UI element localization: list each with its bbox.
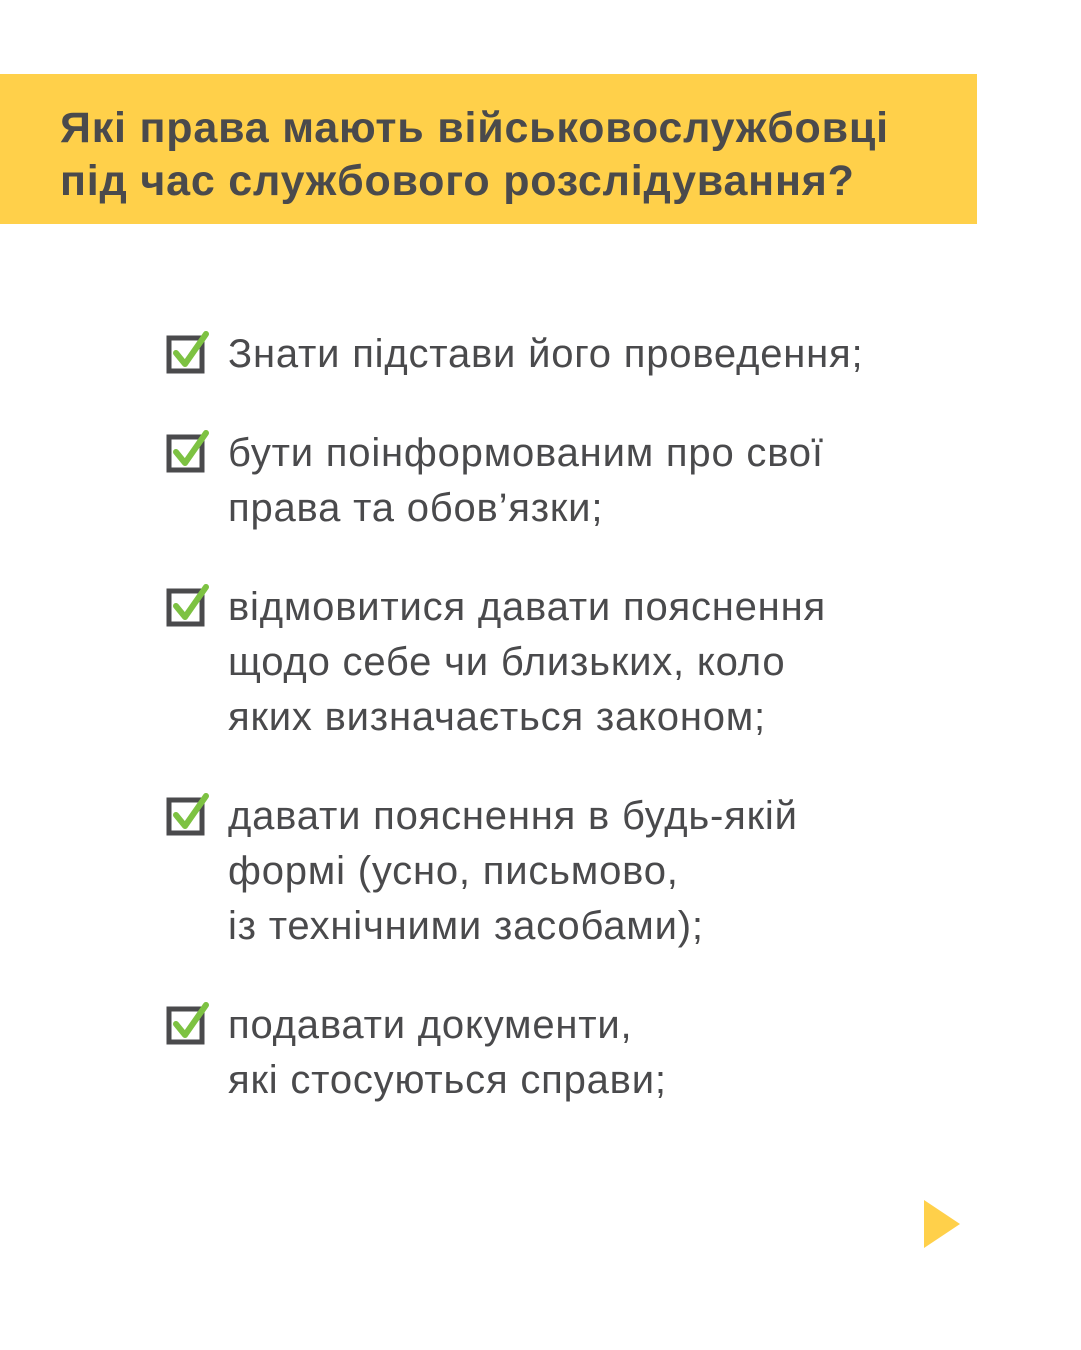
list-item-text: Знати підстави його проведення;	[228, 332, 864, 376]
checkbox-checked-icon	[166, 331, 210, 375]
rights-list	[166, 327, 1046, 1152]
list-item	[166, 998, 1046, 1108]
checkbox-checked-icon	[166, 430, 210, 474]
play-arrow-icon[interactable]	[922, 1198, 962, 1250]
list-item	[166, 327, 1046, 382]
page-title-line-1: Які права мають військовослужбовці	[60, 104, 889, 152]
checkbox-checked-icon	[166, 793, 210, 837]
list-item-text: подавати документи,	[228, 1003, 633, 1047]
list-item	[166, 426, 1046, 536]
page-title-line-2: під час службового розслідування?	[60, 157, 855, 205]
checkbox-checked-icon	[166, 584, 210, 628]
list-item-text: які стосуються справи;	[228, 1058, 667, 1102]
list-item-text: із технічними засобами);	[228, 904, 704, 948]
list-item-text: формі (усно, письмово,	[228, 849, 679, 893]
list-item-text: бути поінформованим про свої	[228, 431, 824, 475]
list-item-text: щодо себе чи близьких, коло	[228, 640, 786, 684]
list-item-text: давати пояснення в будь-якій	[228, 794, 798, 838]
list-item-text: яких визначається законом;	[228, 695, 766, 739]
list-item	[166, 580, 1046, 745]
checkbox-checked-icon	[166, 1002, 210, 1046]
list-item-text: права та обов’язки;	[228, 486, 604, 530]
title-banner	[0, 74, 977, 224]
list-item-text: відмовитися давати пояснення	[228, 585, 826, 629]
list-item	[166, 789, 1046, 954]
